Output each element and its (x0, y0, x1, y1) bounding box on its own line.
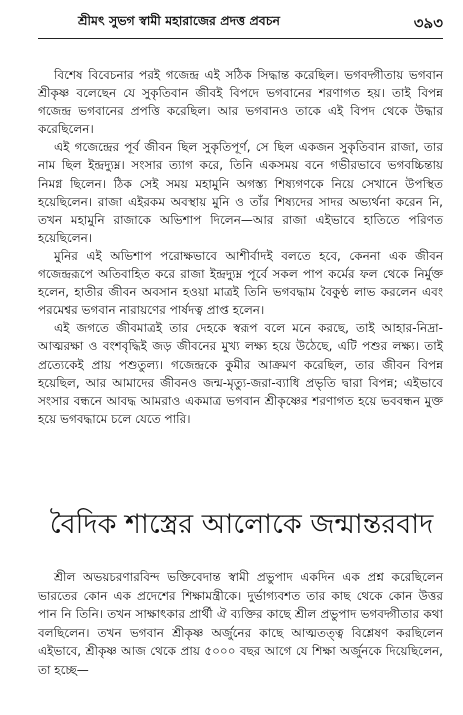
paragraph: এই গজেন্দ্রের পূর্ব জীবন ছিল সুকৃতিপূর্ণ, সে ছিল একজন সুকৃতিবান রাজা, তার নাম ছিল ইন্দ্রদ্যুম্ন। সংসার ত্যাগ করে, তিনি একসময় বনে গভীরভাবে ভগবচ্চিন্তায় নিমগ্ন ছিলেন। ঠিক সেই সময় মহামুনি অগস্ত্য শিষ্যগণকে নিয়ে সেখানে উপস্থিত হয়েছিলেন। রাজা এইরকম অবস্থায় মুনি ও তাঁর শিষ্যদের সাদর অভ্যর্থনা করেন নি, তখন মহামুনি রাজাকে অভিশাপ দিলেন—আর রাজা এইভাবে হাতিতে পরিণত হয়েছিলেন। (38, 140, 443, 245)
paragraph: শ্রীল অভয়চরণারবিন্দ ভক্তিবেদান্ত স্বামী প্রভুপাদ একদিন এক প্রশ্ন করেছিলেন ভারতের কোন এক প্রদেশের শিক্ষামন্ত্রীকে। দুর্ভাগ্যবশত তার কাছ থেকে কোন উত্তর পান নি তিনি। তখন সাক্ষাৎকার প্রার্থী ঐ ব্যক্তির কাছে শ্রীল প্রভুপাদ ভগবদ্গীতার কথা বলছিলেন। তখন ভগবান শ্রীকৃষ্ণ অর্জুনের কাছে আত্মতত্ত্ব বিশ্লেষণ করছিলেন এইভাবে, শ্রীকৃষ্ণ আজ থেকে প্রায় ৫০০০ বছর আগে যে শিক্ষা অর্জুনকে দিয়েছিলেন, তা হচ্ছে— (38, 570, 443, 677)
page-number: ৩৯৩ (413, 14, 443, 32)
paragraph: এই জগতে জীবমাত্রই তার দেহকে স্বরূপ বলে মনে করছে, তাই আহার-নিদ্রা-আত্মরক্ষা ও বংশবৃদ্ধিই জড় জীবনের মুখ্য লক্ষ্য হয়ে উঠেছে, এটি পশুর লক্ষ্য। তাই প্রত্যেকেই প্রায় পশুতুল্য। গজেন্দ্রকে কুমীর আক্রমণ করেছিল, তার জীবন বিপন্ন হয়েছিল, আর আমাদের জীবনও জন্ম-মৃত্যু-জরা-ব্যাধি প্রভৃতি দ্বারা বিপন্ন; এইভাবে সংসার বন্ধনে আবদ্ধ আমরাও একমাত্র ভগবান শ্রীকৃষ্ণের শরণাগত হয়ে ভববন্ধন মুক্ত হয়ে ভগবদ্ধামে চলে যেতে পারি। (38, 321, 443, 426)
paragraph: মুনির এই অভিশাপ পরোক্ষভাবে আশীর্বাদই বলতে হবে, কেননা এক জীবন গজেন্দ্ররূপে অতিবাহিত করে রাজা ইন্দ্রদ্যুম্ন পূর্বে সকল পাপ কর্মের ফল থেকে নির্মুক্ত হলেন, হাতীর জীবন অবসান হওয়া মাত্রই তিনি ভগবদ্ধাম বৈকুণ্ঠ লাভ করলেন এবং পরমেশ্বর ভগবান নারায়ণের পার্ষদত্ব প্রাপ্ত হলেন। (38, 248, 443, 318)
main-text (38, 66, 443, 428)
chapter-title: বৈদিক শাস্ত্রের আলোকে জন্মান্তরবাদ (49, 509, 434, 540)
page-header (38, 10, 443, 39)
running-title: শ্রীমৎ সুভগ স্বামী মহারাজের প্রদত্ত প্রবচন (78, 13, 280, 28)
paragraph: বিশেষ বিবেচনার পরই গজেন্দ্র এই সঠিক সিদ্ধান্ত করেছিল। ভগবদ্গীতায় ভগবান শ্রীকৃষ্ণ বলেছেন যে সুকৃতিবান জীবই বিপদে ভগবানের শরণাগত হয়। তাই বিপন্ন গজেন্দ্র ভগবানের প্রপত্তি করেছিল। আর ভগবানও তাকে এই বিপদ থেকে উদ্ধার করেছিলেন। (38, 68, 443, 137)
chapter-text (38, 568, 443, 680)
